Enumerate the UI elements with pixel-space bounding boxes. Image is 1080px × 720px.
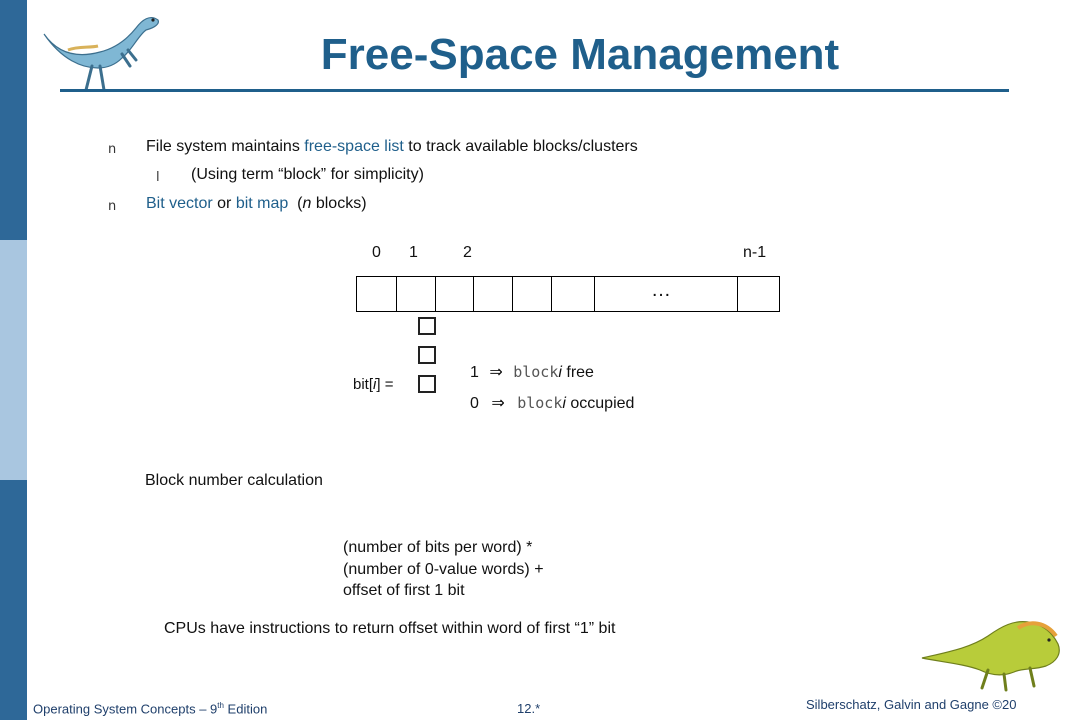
bullet-italic-n: n bbox=[302, 195, 312, 212]
footer-book-text: Operating System Concepts – 9 bbox=[33, 701, 218, 717]
bit-label-text: ] = bbox=[376, 376, 394, 393]
bit-cell bbox=[512, 276, 552, 312]
bit-cell-ellipsis bbox=[594, 276, 738, 312]
footer-book-text: Edition bbox=[223, 701, 268, 717]
rule-number: 1 bbox=[470, 364, 479, 381]
formula-line-2: (number of 0-value words) + bbox=[343, 561, 544, 578]
bullet-text: File system maintains bbox=[146, 138, 305, 155]
footer-page-number: 12.* bbox=[517, 701, 541, 716]
block-calc-heading: Block number calculation bbox=[145, 472, 323, 489]
bit-square bbox=[418, 346, 436, 364]
dinosaur-footer-icon bbox=[918, 596, 1068, 692]
highlight-term: Bit vector bbox=[146, 195, 213, 212]
formula-line-1: (number of bits per word) * bbox=[343, 539, 533, 556]
sidebar-stripe-middle bbox=[0, 240, 27, 480]
footer-book-title bbox=[33, 701, 267, 716]
footer-copyright: Silberschatz, Galvin and Gagne ©20 bbox=[806, 697, 1017, 712]
formula-line-3: offset of first 1 bit bbox=[343, 582, 465, 599]
bit-square bbox=[418, 375, 436, 393]
highlight-term: bit map bbox=[235, 195, 289, 212]
rule-tail: occupied bbox=[565, 395, 635, 412]
arrow-icon: ⇒ bbox=[491, 395, 505, 412]
rule-italic: i bbox=[558, 364, 562, 381]
bullet-text: or bbox=[212, 195, 236, 212]
bit-label-italic: i bbox=[373, 376, 377, 393]
sidebar-stripe-bottom bbox=[0, 480, 27, 720]
footer-book-sup: th bbox=[217, 701, 224, 710]
sub-bullet-marker: l bbox=[156, 170, 160, 185]
bit-label-text: bit[ bbox=[353, 376, 374, 393]
sub-bullet-text: (Using term “block” for simplicity) bbox=[191, 166, 424, 183]
rule-free bbox=[470, 362, 594, 382]
bullet-text: blocks) bbox=[311, 195, 367, 212]
rule-word: block bbox=[513, 363, 559, 381]
ellipsis-text: … bbox=[651, 279, 671, 301]
bit-cell bbox=[473, 276, 513, 312]
bit-index-last: n-1 bbox=[743, 244, 767, 261]
bit-cell bbox=[396, 276, 436, 312]
bit-index-1: 1 bbox=[409, 244, 418, 261]
bit-cell bbox=[356, 276, 397, 312]
bit-cell bbox=[551, 276, 595, 312]
bit-index-0: 0 bbox=[372, 244, 381, 261]
bullet-marker: n bbox=[108, 142, 117, 157]
arrow-icon: ⇒ bbox=[489, 364, 503, 381]
bit-vector-row bbox=[356, 276, 780, 312]
rule-italic: i bbox=[562, 395, 566, 412]
bullet-bit-vector bbox=[146, 195, 367, 213]
bit-square bbox=[418, 317, 436, 335]
rule-number: 0 bbox=[470, 395, 479, 412]
rule-tail: free bbox=[561, 364, 594, 381]
bullet-text: to track available blocks/clusters bbox=[403, 138, 638, 155]
bullet-text: ( bbox=[288, 195, 303, 212]
bullet-marker: n bbox=[108, 199, 117, 214]
bullet-free-space-list bbox=[146, 138, 638, 156]
bit-label bbox=[353, 376, 393, 393]
bit-cell bbox=[435, 276, 474, 312]
cpu-note: CPUs have instructions to return offset within word of first “1” bit bbox=[164, 620, 616, 637]
bit-index-2: 2 bbox=[463, 244, 472, 261]
bit-cell-last bbox=[737, 276, 780, 312]
highlight-term: free-space list bbox=[304, 138, 404, 155]
rule-word: block bbox=[517, 394, 563, 412]
page-title: Free-Space Management bbox=[320, 30, 840, 79]
title-divider bbox=[60, 89, 1009, 92]
rule-occupied bbox=[470, 393, 634, 413]
